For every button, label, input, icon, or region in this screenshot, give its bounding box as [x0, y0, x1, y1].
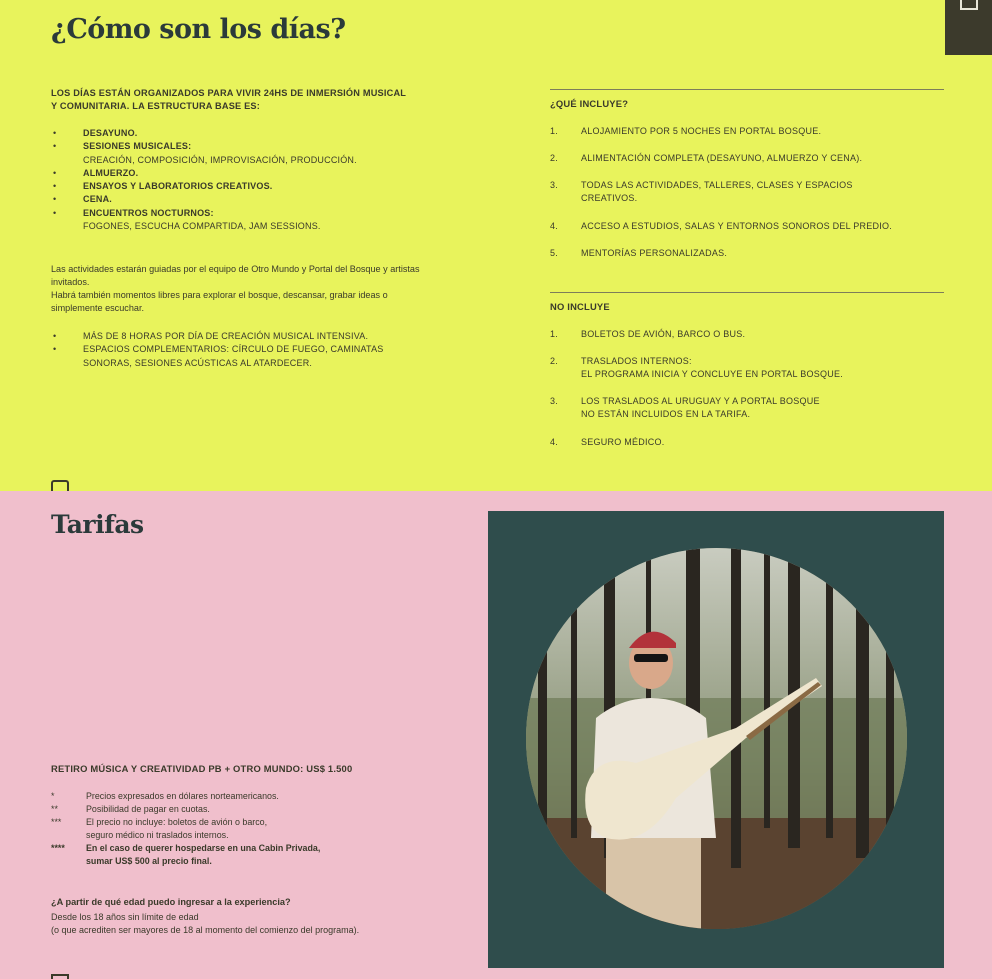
faq-answer-line: Desde los 18 años sin límite de edad	[51, 912, 199, 922]
note-stars: ****	[51, 843, 65, 853]
note-stars: *	[51, 791, 55, 801]
incluye-heading: ¿QUÉ INCLUYE?	[550, 98, 629, 109]
section-marker-icon	[51, 480, 69, 491]
list-item	[550, 355, 944, 382]
no-incluye-heading: NO INCLUYE	[550, 301, 610, 312]
list-item	[550, 125, 944, 138]
list-item	[51, 803, 451, 816]
list-item	[51, 207, 431, 234]
schedule-item-bold: • DESAYUNO.	[83, 128, 138, 138]
schedule-item-bold: • ENCUENTROS NOCTURNOS:	[83, 207, 214, 218]
item-number: 1.	[550, 126, 559, 136]
divider	[550, 292, 944, 293]
item-number: 3.	[550, 180, 559, 190]
list-item	[550, 220, 944, 233]
list-item	[51, 842, 451, 868]
guitarist-in-forest-image	[526, 548, 907, 929]
divider	[550, 89, 944, 90]
schedule-item-bold: • ENSAYOS Y LABORATORIOS CREATIVOS.	[83, 181, 273, 192]
note-stars: **	[51, 804, 58, 814]
schedule-item-bold: • ALMUERZO.	[83, 167, 139, 178]
list-item	[550, 152, 944, 165]
dias-title: ¿Cómo son los días?	[51, 14, 346, 45]
item-text-line2: NO ESTÁN INCLUIDOS EN LA TARIFA.	[581, 409, 751, 420]
item-text: LOS TRASLADOS AL URUGUAY Y A PORTAL BOSQUE	[581, 396, 820, 406]
list-item: • ESPACIOS COMPLEMENTARIOS: CÍRCULO DE FUEGO, CAMINATAS SONORAS, SESIONES ACÚSTICAS AL ATARDECER.	[51, 343, 431, 370]
item-text: ALOJAMIENTO POR 5 NOCHES EN PORTAL BOSQUE.	[581, 126, 822, 136]
item-text: ALIMENTACIÓN COMPLETA (DESAYUNO, ALMUERZO Y CENA).	[581, 153, 863, 163]
note-text-line2: seguro médico ni traslados internos.	[86, 830, 229, 840]
list-item	[550, 436, 944, 449]
list-item	[51, 180, 431, 193]
extras-list	[51, 330, 431, 370]
item-number: 5.	[550, 248, 559, 258]
item-text: TODAS LAS ACTIVIDADES, TALLERES, CLASES Y ESPACIOS CREATIVOS.	[581, 180, 853, 204]
note-text: Posibilidad de pagar en cuotas.	[86, 804, 210, 814]
item-number: 2.	[550, 153, 559, 163]
schedule-item-bold: • SESIONES MUSICALES:	[83, 141, 192, 152]
paragraph-line: Habrá también momentos libres para explorar el bosque, descansar, grabar ideas o simplemente escuchar.	[51, 290, 388, 313]
list-item	[550, 179, 944, 206]
faq-answer	[51, 911, 471, 936]
schedule-item-bold: • CENA.	[83, 194, 113, 205]
list-item: • MÁS DE 8 HORAS POR DÍA DE CREACIÓN MUSICAL INTENSIVA.	[51, 330, 431, 343]
tarifas-title: Tarifas	[51, 510, 144, 539]
faq-question: ¿A partir de qué edad puedo ingresar a la experiencia?	[51, 897, 291, 907]
schedule-list	[51, 127, 431, 233]
item-number: 4.	[550, 221, 559, 231]
paragraph-line: Las actividades estarán guiadas por el equipo de Otro Mundo y Portal del Bosque y artistas invitados.	[51, 264, 420, 287]
musician-photo	[526, 548, 907, 929]
tarifa-main: RETIRO MÚSICA Y CREATIVIDAD PB + OTRO MUNDO: US$ 1.500	[51, 763, 353, 774]
item-text: ACCESO A ESTUDIOS, SALAS Y ENTORNOS SONOROS DEL PREDIO.	[581, 221, 893, 231]
item-text-line2: EL PROGRAMA INICIA Y CONCLUYE EN PORTAL BOSQUE.	[581, 369, 843, 380]
item-number: 2.	[550, 356, 559, 366]
list-item	[51, 790, 451, 803]
list-item	[51, 140, 431, 167]
list-item	[550, 328, 944, 341]
item-text: TRASLADOS INTERNOS:	[581, 356, 692, 366]
list-item	[51, 127, 431, 140]
item-text: MENTORÍAS PERSONALIZADAS.	[581, 248, 728, 258]
tarifa-notes	[51, 790, 451, 868]
dias-intro: LOS DÍAS ESTÁN ORGANIZADOS PARA VIVIR 24HS DE INMERSIÓN MUSICAL Y COMUNITARIA. LA ESTRUCTURA BASE ES:	[51, 88, 406, 111]
note-text: En el caso de querer hospedarse en una Cabin Privada,	[86, 843, 321, 853]
note-text-line2: sumar US$ 500 al precio final.	[86, 856, 212, 866]
item-number: 1.	[550, 329, 559, 339]
item-text: BOLETOS DE AVIÓN, BARCO O BUS.	[581, 329, 746, 339]
faq-answer-line: (o que acrediten ser mayores de 18 al momento del comienzo del programa).	[51, 924, 360, 935]
note-stars: ***	[51, 817, 62, 827]
photo-panel	[488, 511, 944, 968]
item-number: 4.	[550, 437, 559, 447]
schedule-item-detail: CREACIÓN, COMPOSICIÓN, IMPROVISACIÓN, PRODUCCIÓN.	[83, 154, 357, 165]
expand-button[interactable]	[945, 0, 992, 55]
tarifas-section	[0, 491, 992, 979]
item-text: SEGURO MÉDICO.	[581, 437, 665, 447]
item-number: 3.	[550, 396, 559, 406]
list-item	[51, 816, 451, 842]
list-item	[550, 247, 944, 260]
section-marker-icon	[51, 974, 69, 979]
list-item	[51, 193, 431, 206]
note-text: El precio no incluye: boletos de avión o barco,	[86, 817, 268, 827]
schedule-item-detail: FOGONES, ESCUCHA COMPARTIDA, JAM SESSIONS.	[83, 221, 321, 232]
list-item	[51, 167, 431, 180]
dias-paragraph	[51, 263, 431, 315]
note-text: Precios expresados en dólares norteamericanos.	[86, 791, 279, 801]
list-item	[550, 395, 944, 422]
expand-icon	[960, 0, 978, 10]
